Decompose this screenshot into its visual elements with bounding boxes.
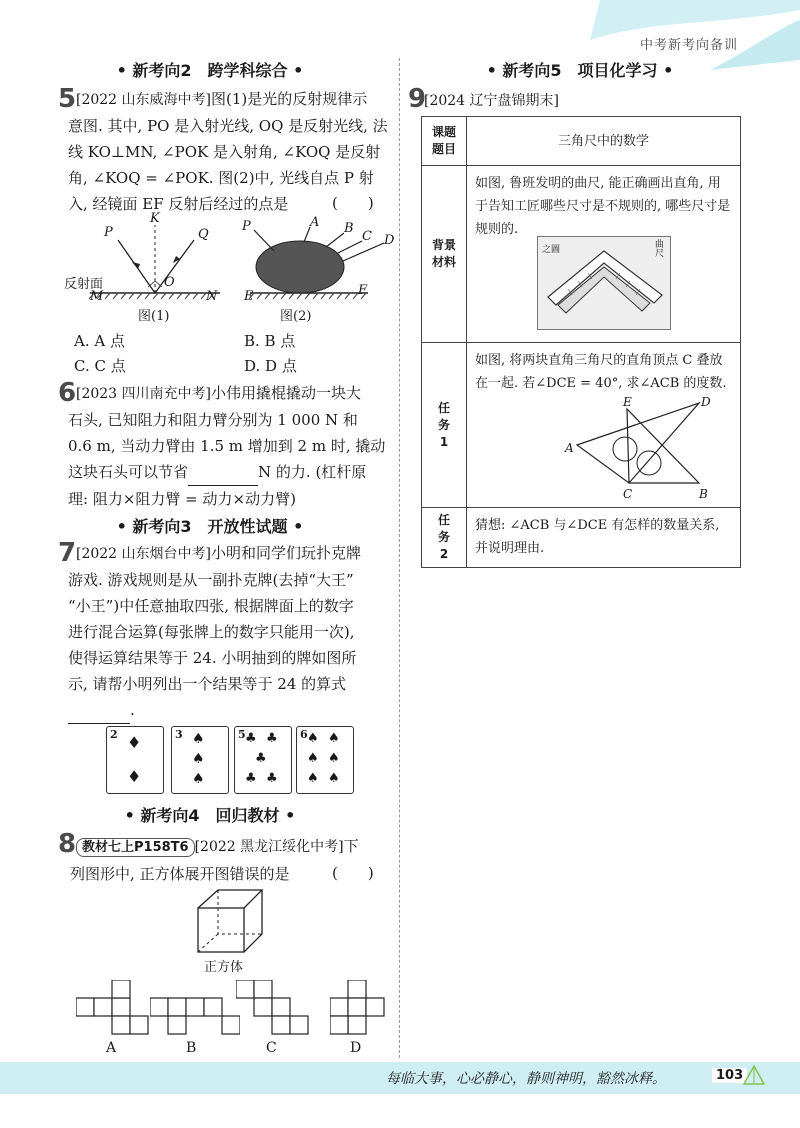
club-icon: ♣ bbox=[266, 771, 278, 786]
club-icon: ♣ bbox=[245, 731, 257, 746]
reflecting-surface-label: 反射面 bbox=[64, 277, 104, 292]
label-P2: P bbox=[242, 219, 251, 234]
question-5-answer-paren: ( ) bbox=[332, 194, 374, 212]
playing-card-3: 3 ♠ ♠ ♠ bbox=[171, 726, 229, 794]
label-O: O bbox=[164, 275, 175, 290]
carpenter-square-illustration bbox=[537, 236, 671, 330]
net-label-B: B bbox=[186, 1040, 197, 1056]
club-icon: ♣ bbox=[266, 731, 278, 746]
label-P: P bbox=[104, 225, 113, 240]
q5-option-A[interactable]: A. A 点 bbox=[74, 332, 125, 350]
background-text: 如图, 鲁班发明的曲尺, 能正确画出直角, 用于告知工匠哪些尺寸是不规则的, 哪些尺寸是规则的. bbox=[475, 176, 731, 237]
label-B9: B bbox=[699, 487, 708, 501]
net-option-A[interactable] bbox=[76, 980, 150, 1036]
spade-icon: ♠ bbox=[307, 731, 319, 746]
section-title-5: • 新考向5 项目化学习 • bbox=[486, 61, 674, 80]
figure-2-caption: 图(2) bbox=[280, 309, 312, 324]
task1-label: 任 务 1 bbox=[422, 343, 467, 508]
task2-label: 任 务 2 bbox=[422, 508, 467, 568]
reflection-figure-1 bbox=[60, 211, 230, 325]
table-row-task1 bbox=[422, 343, 741, 508]
playing-card-6: 6 ♠ ♠ ♠ ♠ ♠ ♠ bbox=[296, 726, 354, 794]
question-7-text: [2022 山东烟台中考]小明和同学们玩扑克牌 游戏. 游戏规则是从一副扑克牌(去掉“大王” “小王”)中任意抽取四张, 根据牌面上的数字 进行混合运算(每张牌上的数字只能用一次), 使得运算结果等于 24. 小明抽到的牌如图所 示, 请帮小明列出一个结果等于 24 的算式 . bbox=[68, 540, 394, 724]
label-D9: D bbox=[701, 395, 711, 409]
spade-icon: ♠ bbox=[307, 771, 319, 786]
pyramid-icon bbox=[742, 1064, 766, 1086]
question-number-9: 9 bbox=[408, 84, 427, 114]
question-number-6: 6 bbox=[58, 378, 77, 408]
question-number-7: 7 bbox=[58, 538, 77, 568]
spade-icon: ♠ bbox=[192, 731, 205, 747]
label-F2: F bbox=[358, 283, 368, 298]
spade-icon: ♠ bbox=[328, 751, 340, 766]
label-C9: C bbox=[623, 487, 633, 501]
question-8-answer-paren: ( ) bbox=[332, 864, 374, 882]
section-title-2: • 新考向2 跨学科综合 • bbox=[116, 61, 304, 80]
spade-icon: ♠ bbox=[307, 751, 319, 766]
reflection-figure-2 bbox=[240, 215, 400, 325]
label-A9: A bbox=[565, 441, 574, 455]
figure-1-caption: 图(1) bbox=[138, 309, 170, 324]
label-B2: B bbox=[344, 221, 354, 236]
spade-icon: ♠ bbox=[192, 751, 205, 767]
label-E9: E bbox=[623, 395, 632, 409]
table-row-topic bbox=[422, 117, 741, 166]
background-label: 背景 材料 bbox=[422, 166, 467, 343]
table-row-background bbox=[422, 166, 741, 343]
spade-icon: ♠ bbox=[192, 771, 205, 787]
question-9-source: [2024 辽宁盘锦期末] bbox=[424, 93, 560, 109]
diamond-icon: ♦ bbox=[127, 733, 142, 752]
q5-option-C[interactable]: C. C 点 bbox=[74, 357, 126, 375]
label-E2: E bbox=[244, 289, 254, 304]
net-label-C: C bbox=[266, 1040, 277, 1056]
spade-icon: ♠ bbox=[328, 771, 340, 786]
net-label-A: A bbox=[106, 1040, 117, 1056]
question-number-5: 5 bbox=[58, 84, 77, 114]
q7-answer-blank[interactable] bbox=[68, 697, 130, 724]
net-label-D: D bbox=[350, 1040, 362, 1056]
playing-card-5: 5 ♣ ♣ ♣ ♣ ♣ bbox=[234, 726, 292, 794]
club-icon: ♣ bbox=[245, 771, 257, 786]
task2-text: 猜想: ∠ACB 与∠DCE 有怎样的数量关系, 并说明理由. bbox=[467, 508, 741, 568]
topic-label: 课题 题目 bbox=[422, 117, 467, 166]
net-option-D[interactable] bbox=[330, 980, 390, 1036]
label-Q: Q bbox=[198, 227, 209, 242]
project-task-table bbox=[421, 116, 741, 568]
illustration-caption-left: 之圖 bbox=[542, 245, 561, 255]
question-8-text: 教材七上P158T6 [2022 黑龙江绥化中考]下 列图形中, 正方体展开图错误的是 bbox=[70, 837, 359, 883]
q6-answer-blank[interactable] bbox=[188, 459, 258, 486]
label-K: K bbox=[150, 211, 160, 226]
q5-option-B[interactable]: B. B 点 bbox=[244, 332, 296, 350]
textbook-tag: 教材七上P158T6 bbox=[76, 838, 195, 857]
section-title-3: • 新考向3 开放性试题 • bbox=[116, 517, 304, 536]
illustration-caption-right: 曲尺 bbox=[653, 239, 663, 257]
playing-card-2: 2 ♦ ♦ bbox=[106, 726, 164, 794]
cube-caption: 正方体 bbox=[204, 960, 244, 975]
label-C2: C bbox=[362, 229, 372, 244]
question-5-source: [2022 山东威海中考] bbox=[76, 92, 212, 108]
diamond-icon: ♦ bbox=[127, 767, 142, 786]
question-number-8: 8 bbox=[58, 829, 77, 859]
question-5-text: [2022 山东威海中考]图(1)是光的反射规律示 意图. 其中, PO 是入射光线, OQ 是反射光线, 法 线 KO⊥MN, ∠POK 是入射角, ∠KOQ 是反射 角, ∠KOQ = ∠POK. 图(2)中, 光线自点 P 射 入, 经镜面 EF 反射后经过的点是 bbox=[68, 90, 388, 213]
section-title-4: • 新考向4 回归教材 • bbox=[124, 806, 296, 825]
net-option-B[interactable] bbox=[150, 980, 240, 1036]
label-M: M bbox=[90, 289, 104, 304]
label-N: N bbox=[206, 289, 218, 304]
task1-text: 如图, 将两块直角三角尺的直角顶点 C 叠放在一起. 若∠DCE = 40°, 求∠ACB 的度数. bbox=[475, 353, 727, 391]
label-A2: A bbox=[310, 215, 320, 230]
cube-figure bbox=[196, 888, 266, 956]
running-head: 中考新考向备训 bbox=[640, 38, 739, 53]
page-number: 103 bbox=[712, 1068, 747, 1083]
spade-icon: ♠ bbox=[328, 731, 340, 746]
q5-option-D[interactable]: D. D 点 bbox=[244, 357, 297, 375]
topic-value: 三角尺中的数学 bbox=[467, 117, 741, 166]
column-divider bbox=[399, 58, 400, 1058]
label-D2: D bbox=[384, 233, 395, 248]
table-row-task2 bbox=[422, 508, 741, 568]
club-icon: ♣ bbox=[255, 751, 267, 766]
footer-motto: 每临大事，心必静心，静则神明，豁然冰释。 bbox=[386, 1071, 666, 1087]
triangle-rulers-figure bbox=[565, 395, 717, 501]
net-option-C[interactable] bbox=[236, 980, 316, 1036]
question-6-text: [2023 四川南充中考]小伟用撬棍撬动一块大 石头, 已知阻力和阻力臂分别为 1 000 N 和 0.6 m, 当动力臂由 1.5 m 增加到 2 m 时, 撬动 这块石头可以节省 N 的力. (杠杆原 理: 阻力×阻力臂 = 动力×动力臂) bbox=[68, 384, 386, 508]
